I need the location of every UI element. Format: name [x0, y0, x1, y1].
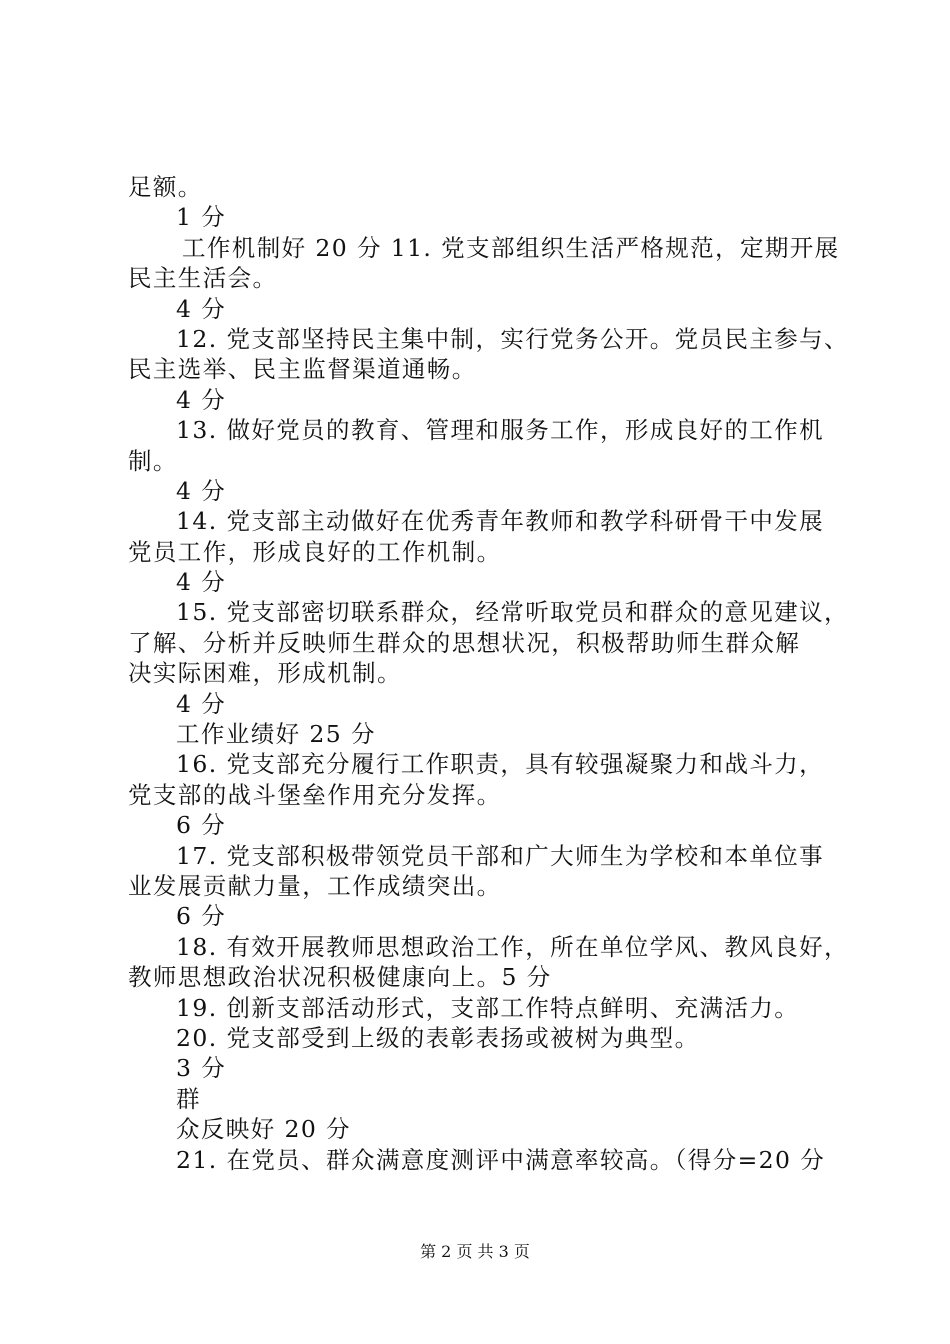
text-line: 工作业绩好 25 分 [176, 720, 376, 749]
text-line: 了解、分析并反映师生群众的思想状况，积极帮助师生群众解 [128, 628, 801, 657]
text-line: 制。 [128, 446, 178, 475]
text-line: 3 分 [176, 1054, 227, 1083]
text-line: 足额。 [128, 173, 203, 201]
text-line: 20. 党支部受到上级的表彰表扬或被树为典型。 [176, 1023, 700, 1052]
text-line: 党员工作，形成良好的工作机制。 [128, 537, 502, 566]
text-line: 4 分 [176, 385, 227, 414]
text-line: 12. 党支部坚持民主集中制，实行党务公开。党员民主参与、 [176, 324, 849, 353]
text-line: 16. 党支部充分履行工作职责，具有较强凝聚力和战斗力， [176, 750, 825, 779]
text-line: 6 分 [176, 902, 227, 931]
text-line: 1 分 [176, 203, 227, 232]
text-line: 4 分 [176, 476, 227, 505]
text-line: 业发展贡献力量，工作成绩突出。 [128, 871, 502, 900]
text-line: 4 分 [176, 294, 227, 323]
text-line: 13. 做好党员的教育、管理和服务工作，形成良好的工作机 [176, 416, 825, 445]
text-line: 18. 有效开展教师思想政治工作，所在单位学风、教风良好， [176, 932, 849, 961]
text-line: 14. 党支部主动做好在优秀青年教师和教学科研骨干中发展 [176, 507, 825, 536]
text-line: 4 分 [176, 689, 227, 718]
document-body [128, 172, 848, 1175]
text-line: 众反映好 20 分 [176, 1115, 351, 1144]
text-line: 17. 党支部积极带领党员干部和广大师生为学校和本单位事 [176, 841, 825, 870]
text-line: 群 [176, 1084, 201, 1113]
text-line: 15. 党支部密切联系群众，经常听取党员和群众的意见建议， [176, 598, 849, 627]
text-line: 工作机制好 20 分 11. 党支部组织生活严格规范，定期开展 [182, 233, 840, 262]
text-line: 党支部的战斗堡垒作用充分发挥。 [128, 780, 502, 809]
text-line: 21. 在党员、群众满意度测评中满意率较高。（得分=20 分 [176, 1145, 826, 1174]
text-line: 19. 创新支部活动形式，支部工作特点鲜明、充满活力。 [176, 993, 800, 1022]
text-line: 决实际困难，形成机制。 [128, 659, 402, 688]
text-line: 民主生活会。 [128, 264, 278, 293]
text-line: 教师思想政治状况积极健康向上。5 分 [128, 963, 552, 992]
text-line: 民主选举、民主监督渠道通畅。 [128, 355, 477, 384]
text-line: 4 分 [176, 568, 227, 597]
text-line: 6 分 [176, 811, 227, 840]
page-footer: 第 2 页 共 3 页 [420, 1242, 530, 1261]
